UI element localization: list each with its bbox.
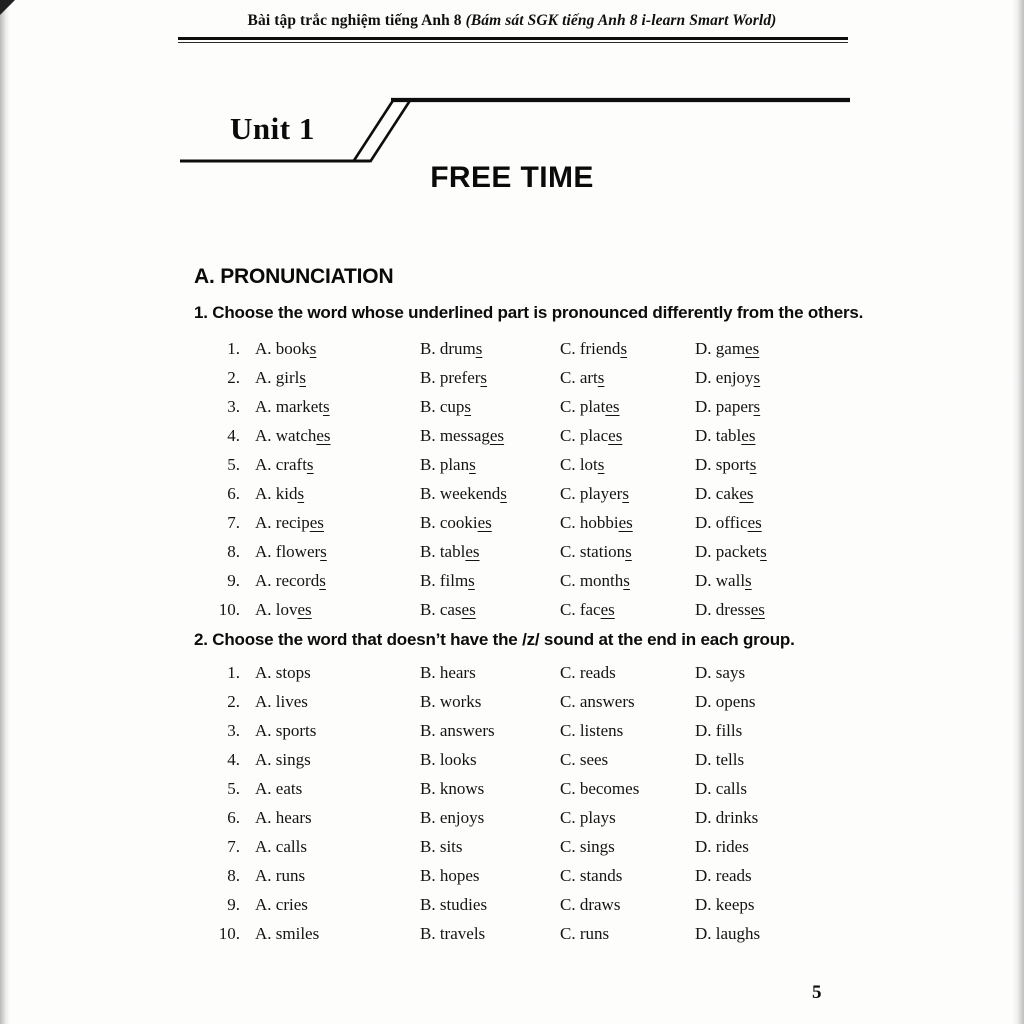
question-number: 7. (227, 837, 240, 856)
question-number: 5. (227, 779, 240, 798)
option-word: B. messag (420, 426, 490, 445)
question-number: 1. (227, 339, 240, 358)
question-number: 8. (227, 866, 240, 885)
header-rule-thick (178, 37, 848, 40)
question-row (0, 334, 1024, 363)
underlined-ending: s (623, 571, 630, 590)
option-word: C. draws (560, 895, 621, 914)
question-row (0, 687, 1024, 716)
question-number: 6. (227, 484, 240, 503)
answer-option-c (560, 566, 695, 595)
option-word: A. girl (255, 368, 300, 387)
answer-option-b (420, 479, 560, 508)
exercise2-instruction: 2. Choose the word that doesn’t have the /z/ sound at the end in each group. (194, 630, 795, 649)
option-word: B. weekend (420, 484, 501, 503)
question-number: 1. (227, 663, 240, 682)
underlined-ending: s (469, 455, 476, 474)
answer-option-a (240, 890, 420, 919)
underlined-ending: es (608, 426, 623, 445)
question-row (0, 745, 1024, 774)
option-word: B. drum (420, 339, 476, 358)
answer-option-d (695, 421, 1024, 450)
question-row (0, 595, 1024, 624)
option-word: C. listens (560, 721, 624, 740)
option-word: C. art (560, 368, 598, 387)
answer-option-c (560, 479, 695, 508)
answer-option-b (420, 774, 560, 803)
answer-option-a (240, 803, 420, 832)
answer-option-b (420, 890, 560, 919)
answer-option-d (695, 774, 1024, 803)
option-word: A. sports (255, 721, 317, 740)
answer-option-a (240, 363, 420, 392)
underlined-ending: es (745, 339, 760, 358)
answer-option-b (420, 595, 560, 624)
answer-option-a (240, 508, 420, 537)
option-word: D. says (695, 663, 746, 682)
option-word: A. recip (255, 513, 310, 532)
underlined-ending: s (306, 455, 314, 474)
underlined-ending: s (309, 339, 317, 358)
underlined-ending: es (618, 513, 633, 532)
option-word: A. book (255, 339, 310, 358)
option-word: B. hopes (420, 866, 480, 885)
option-word: D. paper (695, 397, 754, 416)
answer-option-b (420, 861, 560, 890)
option-word: C. station (560, 542, 626, 561)
option-word: C. plays (560, 808, 616, 827)
answer-option-c (560, 334, 695, 363)
answer-option-d (695, 658, 1024, 687)
answer-option-c (560, 745, 695, 774)
option-word: D. drinks (695, 808, 759, 827)
underlined-ending: s (620, 339, 628, 358)
option-word: C. reads (560, 663, 616, 682)
running-header (0, 12, 1024, 30)
answer-option-c (560, 774, 695, 803)
underlined-ending: s (753, 397, 761, 416)
answer-option-c (560, 861, 695, 890)
option-word: C. sings (560, 837, 615, 856)
question-row (0, 658, 1024, 687)
option-word: D. reads (695, 866, 752, 885)
question-number: 3. (227, 397, 240, 416)
question-row (0, 363, 1024, 392)
question-number: 4. (227, 750, 240, 769)
answer-option-d (695, 450, 1024, 479)
option-word: A. market (255, 397, 323, 416)
answer-option-d (695, 479, 1024, 508)
option-word: C. hobbi (560, 513, 619, 532)
option-word: A. runs (255, 866, 306, 885)
option-word: C. sees (560, 750, 609, 769)
answer-option-c (560, 595, 695, 624)
underlined-ending: es (309, 513, 324, 532)
answer-option-b (420, 803, 560, 832)
option-word: B. film (420, 571, 469, 590)
answer-option-d (695, 890, 1024, 919)
answer-option-d (695, 392, 1024, 421)
option-word: B. cup (420, 397, 465, 416)
option-word: D. fills (695, 721, 743, 740)
underlined-ending: s (322, 397, 330, 416)
underlined-ending: s (622, 484, 629, 503)
section-heading: A. PRONUNCIATION (194, 265, 394, 288)
answer-option-b (420, 832, 560, 861)
option-word: D. rides (695, 837, 749, 856)
option-word: C. runs (560, 924, 610, 943)
answer-option-b (420, 334, 560, 363)
underlined-ending: s (753, 368, 761, 387)
answer-option-d (695, 716, 1024, 745)
option-word: A. cries (255, 895, 308, 914)
answer-option-d (695, 537, 1024, 566)
answer-option-b (420, 687, 560, 716)
option-word: C. plac (560, 426, 609, 445)
question-row (0, 566, 1024, 595)
answer-option-d (695, 595, 1024, 624)
option-word: A. calls (255, 837, 307, 856)
answer-option-a (240, 745, 420, 774)
answer-option-a (240, 774, 420, 803)
underlined-ending: s (760, 542, 767, 561)
option-word: D. packet (695, 542, 761, 561)
question-row (0, 421, 1024, 450)
answer-option-b (420, 658, 560, 687)
answer-option-b (420, 537, 560, 566)
question-number: 2. (227, 368, 240, 387)
option-word: D. tells (695, 750, 745, 769)
option-word: C. friend (560, 339, 621, 358)
option-word: A. hears (255, 808, 312, 827)
answer-option-b (420, 716, 560, 745)
option-word: D. cak (695, 484, 740, 503)
underlined-ending: s (464, 397, 472, 416)
header-rule-thin (178, 42, 848, 43)
option-word: B. travels (420, 924, 486, 943)
answer-option-a (240, 832, 420, 861)
underlined-ending: es (477, 513, 492, 532)
option-word: B. sits (420, 837, 463, 856)
underlined-ending: s (500, 484, 507, 503)
answer-option-b (420, 919, 560, 948)
answer-option-a (240, 716, 420, 745)
option-word: B. knows (420, 779, 485, 798)
answer-option-a (240, 537, 420, 566)
unit-label: Unit 1 (230, 111, 315, 146)
exercise1-rows (0, 334, 1024, 624)
question-number: 5. (227, 455, 240, 474)
option-word: C. fac (560, 600, 601, 619)
underlined-ending: es (297, 600, 312, 619)
option-word: A. eats (255, 779, 303, 798)
question-row (0, 392, 1024, 421)
option-word: C. answers (560, 692, 635, 711)
option-word: B. cas (420, 600, 462, 619)
option-word: D. opens (695, 692, 756, 711)
answer-option-a (240, 334, 420, 363)
answer-option-b (420, 508, 560, 537)
underlined-ending: s (468, 571, 475, 590)
answer-option-c (560, 508, 695, 537)
answer-option-a (240, 392, 420, 421)
option-word: C. month (560, 571, 624, 590)
running-header-title: Bài tập trắc nghiệm tiếng Anh 8 (247, 12, 466, 29)
option-word: D. laughs (695, 924, 761, 943)
question-number: 4. (227, 426, 240, 445)
answer-option-c (560, 363, 695, 392)
underlined-ending: s (597, 368, 605, 387)
underlined-ending: s (749, 455, 757, 474)
answer-option-c (560, 537, 695, 566)
option-word: C. stands (560, 866, 623, 885)
option-word: D. offic (695, 513, 748, 532)
question-number: 6. (227, 808, 240, 827)
answer-option-d (695, 745, 1024, 774)
option-word: D. keeps (695, 895, 755, 914)
answer-option-b (420, 566, 560, 595)
answer-option-b (420, 450, 560, 479)
answer-option-a (240, 687, 420, 716)
answer-option-d (695, 919, 1024, 948)
answer-option-c (560, 919, 695, 948)
answer-option-d (695, 803, 1024, 832)
answer-option-d (695, 508, 1024, 537)
answer-option-b (420, 745, 560, 774)
option-word: A. craft (255, 455, 307, 474)
underlined-ending: es (465, 542, 480, 561)
question-row (0, 716, 1024, 745)
answer-option-c (560, 658, 695, 687)
underlined-ending: s (297, 484, 305, 503)
page-number: 5 (812, 982, 822, 1003)
option-word: A. stops (255, 663, 311, 682)
answer-option-a (240, 861, 420, 890)
answer-option-a (240, 566, 420, 595)
question-row (0, 479, 1024, 508)
option-word: B. answers (420, 721, 495, 740)
answer-option-c (560, 890, 695, 919)
answer-option-d (695, 687, 1024, 716)
option-word: A. flower (255, 542, 321, 561)
underlined-ending: s (480, 368, 488, 387)
answer-option-b (420, 421, 560, 450)
option-word: A. lives (255, 692, 308, 711)
option-word: A. sings (255, 750, 311, 769)
question-row (0, 774, 1024, 803)
answer-option-d (695, 363, 1024, 392)
option-word: B. hears (420, 663, 476, 682)
answer-option-c (560, 421, 695, 450)
option-word: C. plat (560, 397, 606, 416)
question-row (0, 861, 1024, 890)
answer-option-c (560, 716, 695, 745)
answer-option-a (240, 919, 420, 948)
question-number: 9. (227, 895, 240, 914)
underlined-ending: s (475, 339, 483, 358)
option-word: B. cooki (420, 513, 478, 532)
option-word: A. record (255, 571, 320, 590)
option-word: D. sport (695, 455, 750, 474)
exercise1-instruction: 1. Choose the word whose underlined part is pronounced differently from the others. (194, 303, 864, 322)
question-row (0, 450, 1024, 479)
option-word: C. lot (560, 455, 598, 474)
answer-option-d (695, 832, 1024, 861)
option-word: B. enjoys (420, 808, 485, 827)
answer-option-a (240, 595, 420, 624)
unit-title: FREE TIME (430, 161, 594, 194)
option-word: D. wall (695, 571, 746, 590)
underlined-ending: es (739, 484, 754, 503)
answer-option-a (240, 450, 420, 479)
answer-option-d (695, 861, 1024, 890)
underlined-ending: es (750, 600, 765, 619)
underlined-ending: s (319, 571, 326, 590)
option-word: A. kid (255, 484, 298, 503)
answer-option-c (560, 803, 695, 832)
answer-option-a (240, 421, 420, 450)
answer-option-b (420, 363, 560, 392)
question-number: 3. (227, 721, 240, 740)
underlined-ending: s (320, 542, 327, 561)
option-word: A. watch (255, 426, 317, 445)
question-row (0, 919, 1024, 948)
underlined-ending: s (745, 571, 752, 590)
answer-option-a (240, 658, 420, 687)
question-row (0, 832, 1024, 861)
option-word: A. smiles (255, 924, 320, 943)
answer-option-a (240, 479, 420, 508)
underlined-ending: es (316, 426, 331, 445)
option-word: D. gam (695, 339, 746, 358)
question-number: 2. (227, 692, 240, 711)
option-word: A. lov (255, 600, 298, 619)
option-word: D. enjoy (695, 368, 754, 387)
option-word: B. looks (420, 750, 477, 769)
option-word: C. player (560, 484, 623, 503)
question-row (0, 537, 1024, 566)
underlined-ending: es (600, 600, 615, 619)
underlined-ending: es (605, 397, 620, 416)
answer-option-c (560, 687, 695, 716)
underlined-ending: s (299, 368, 307, 387)
underlined-ending: es (747, 513, 762, 532)
question-number: 7. (227, 513, 240, 532)
underlined-ending: es (461, 600, 476, 619)
exercise2-rows (0, 658, 1024, 948)
answer-option-d (695, 334, 1024, 363)
question-number: 10. (218, 924, 240, 943)
running-header-subtitle: (Bám sát SGK tiếng Anh 8 i-learn Smart World) (465, 12, 777, 29)
option-word: D. tabl (695, 426, 742, 445)
underlined-ending: es (741, 426, 756, 445)
answer-option-c (560, 450, 695, 479)
option-word: D. dress (695, 600, 751, 619)
option-word: C. becomes (560, 779, 640, 798)
option-word: B. works (420, 692, 482, 711)
answer-option-c (560, 392, 695, 421)
question-number: 10. (218, 600, 240, 619)
option-word: D. calls (695, 779, 747, 798)
underlined-ending: es (489, 426, 505, 445)
underlined-ending: s (625, 542, 632, 561)
question-row (0, 508, 1024, 537)
question-number: 9. (227, 571, 240, 590)
answer-option-c (560, 832, 695, 861)
option-word: B. tabl (420, 542, 466, 561)
question-row (0, 803, 1024, 832)
answer-option-d (695, 566, 1024, 595)
answer-option-b (420, 392, 560, 421)
question-number: 8. (227, 542, 240, 561)
option-word: B. plan (420, 455, 470, 474)
underlined-ending: s (597, 455, 605, 474)
option-word: B. prefer (420, 368, 481, 387)
question-row (0, 890, 1024, 919)
option-word: B. studies (420, 895, 488, 914)
